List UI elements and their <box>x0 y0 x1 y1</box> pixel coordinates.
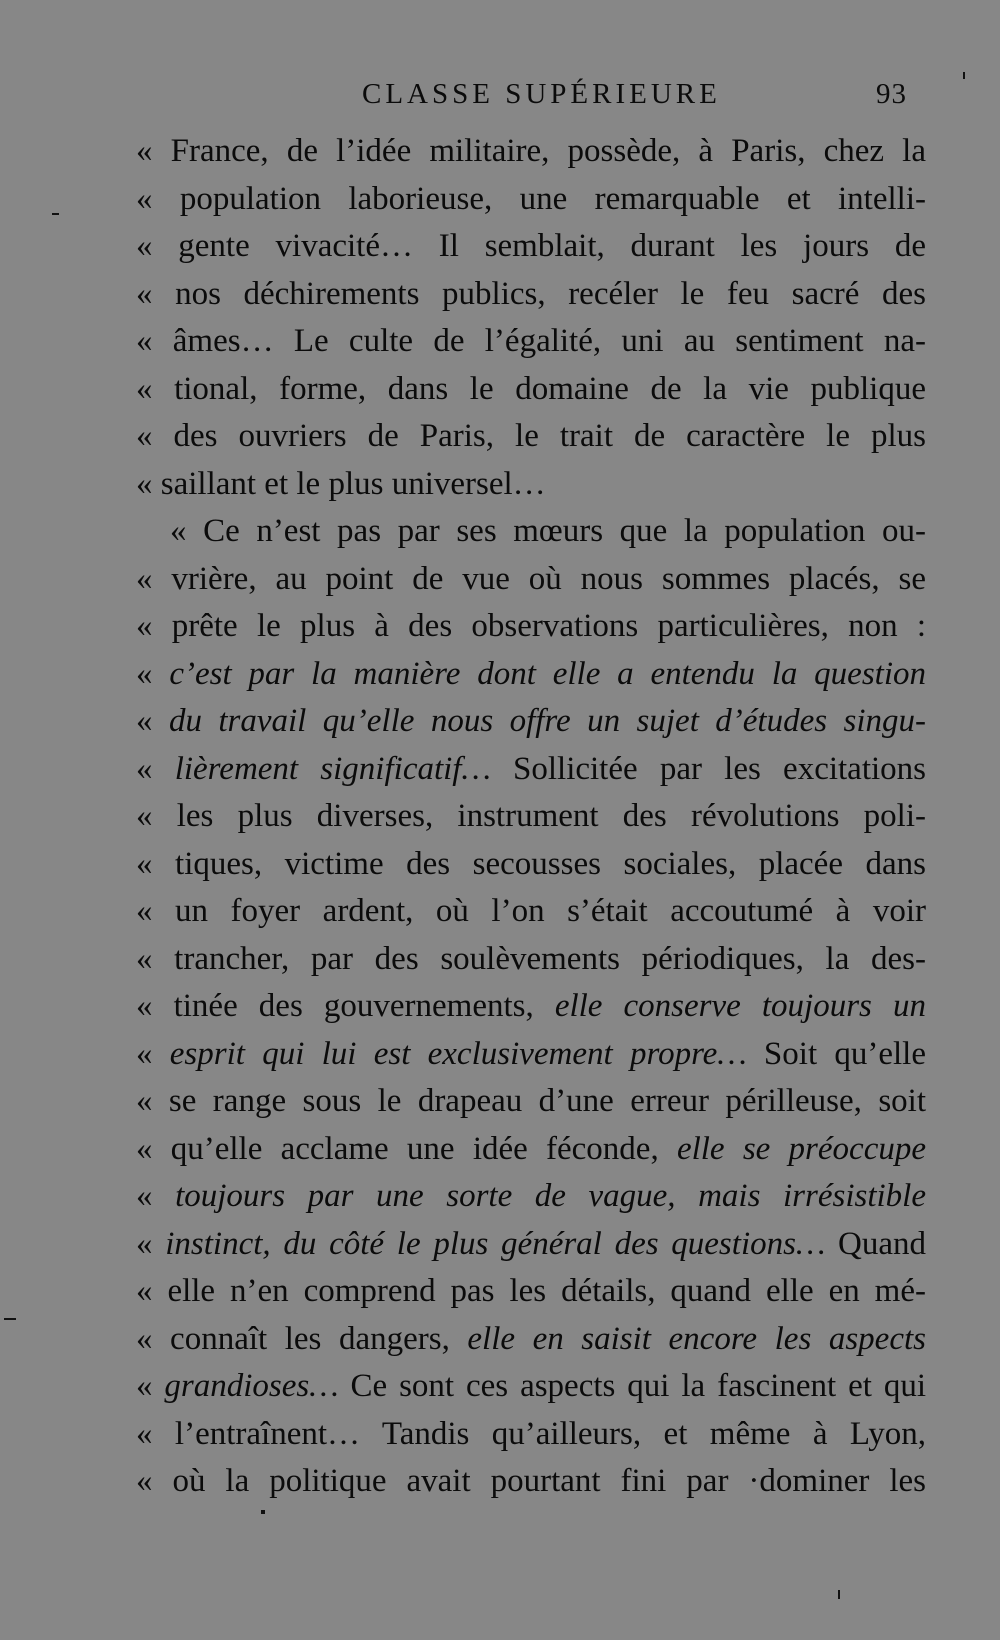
text-run: « prête le plus à des observations particulières, non : <box>136 608 926 644</box>
text-line <box>136 413 926 461</box>
text-line <box>136 936 926 984</box>
running-head: CLASSE SUPÉRIEURE <box>362 78 721 110</box>
text-line <box>136 888 926 936</box>
scan-speck <box>52 213 59 215</box>
text-run: « où la politique avait pourtant fini par ·dominer les <box>136 1463 926 1499</box>
text-run: « <box>136 1368 165 1404</box>
text-run: « connaît les dangers, <box>136 1320 468 1357</box>
text-line <box>136 461 926 509</box>
text-run: Quand <box>825 1225 926 1262</box>
italic-run: du travail qu’elle nous offre un sujet d’études singu- <box>168 703 927 739</box>
italic-run: c’est par la manière dont elle a entendu la question <box>169 655 926 692</box>
text-line <box>136 698 926 746</box>
text-line <box>136 1126 926 1174</box>
text-line <box>136 128 926 176</box>
text-line <box>136 1031 926 1079</box>
text-run: « se range sous le drapeau d’une erreur périlleuse, soit <box>136 1083 926 1119</box>
text-line <box>136 746 926 794</box>
text-run: « vrière, au point de vue où nous sommes placés, se <box>136 560 926 597</box>
italic-run: esprit qui lui est exclusivement propre… <box>169 1035 747 1072</box>
text-run: « gente vivacité… Il semblait, durant les jours de <box>136 228 926 264</box>
scan-speck <box>261 1510 265 1514</box>
text-line <box>136 223 926 271</box>
text-run: « tinée des gouvernements, <box>136 988 555 1024</box>
text-run: « <box>136 1035 170 1072</box>
italic-run: elle conserve toujours un <box>554 988 926 1024</box>
text-run: « France, de l’idée militaire, possède, à Paris, chez la <box>136 133 926 169</box>
text-run: « âmes… Le culte de l’égalité, uni au sentiment na- <box>136 323 926 359</box>
text-run: « trancher, par des soulèvements périodiques, la des- <box>136 940 926 977</box>
text-run: « population laborieuse, une remarquable et intelli- <box>136 180 926 217</box>
text-line <box>136 1268 926 1316</box>
text-run: Soit qu’elle <box>746 1035 926 1072</box>
text-run: « nos déchirements publics, recéler le feu sacré des <box>136 275 926 312</box>
text-line <box>136 793 926 841</box>
text-line <box>136 651 926 699</box>
text-line <box>136 176 926 224</box>
text-line <box>136 1458 926 1506</box>
scan-speck <box>838 1590 840 1599</box>
text-run: Ce sont ces aspects qui la fascinent et qui <box>338 1368 926 1404</box>
scan-speck <box>963 72 965 79</box>
text-line <box>136 983 926 1031</box>
text-run: « tional, forme, dans le domaine de la vie publique <box>136 370 926 407</box>
page-header <box>0 74 1000 114</box>
text-run: « tiques, victime des secousses sociales, placée dans <box>136 845 926 882</box>
text-line <box>136 603 926 651</box>
text-run: « saillant et le plus universel… <box>136 465 546 502</box>
text-line <box>136 556 926 604</box>
text-run: Sollicitée par les excitations <box>490 750 927 787</box>
text-line <box>136 366 926 414</box>
italic-run: elle se préoccupe <box>676 1130 926 1167</box>
text-line <box>136 1363 926 1411</box>
scan-speck <box>4 1318 16 1320</box>
text-run: « les plus diverses, instrument des révolutions poli- <box>136 798 926 834</box>
text-run: « des ouvriers de Paris, le trait de caractère le plus <box>136 418 926 454</box>
italic-run: elle en saisit encore les aspects <box>467 1320 926 1357</box>
text-run: « un foyer ardent, où l’on s’était accoutumé à voir <box>136 893 926 929</box>
text-run: « <box>136 703 169 739</box>
italic-run: instinct, du côté le plus général des questions… <box>165 1225 826 1262</box>
text-run: « l’entraînent… Tandis qu’ailleurs, et même à Lyon, <box>136 1415 926 1452</box>
text-run: « qu’elle acclame une idée féconde, <box>136 1130 677 1167</box>
italic-run: toujours par une sorte de vague, mais irrésistible <box>175 1178 926 1214</box>
body-text <box>136 128 926 1506</box>
text-run: « <box>136 655 170 692</box>
text-line <box>136 1173 926 1221</box>
text-run: « Ce n’est pas par ses mœurs que la population ou- <box>170 513 926 549</box>
text-run: « <box>136 1178 176 1214</box>
italic-run: grandioses… <box>164 1368 339 1404</box>
text-line <box>136 1221 926 1269</box>
text-line <box>136 1316 926 1364</box>
text-line <box>136 841 926 889</box>
text-line <box>136 1411 926 1459</box>
text-line <box>136 508 926 556</box>
text-line <box>136 271 926 319</box>
page-number: 93 <box>876 78 907 110</box>
text-run: « elle n’en comprend pas les détails, quand elle en mé- <box>136 1273 926 1309</box>
text-line <box>136 1078 926 1126</box>
italic-run: lièrement significatif… <box>174 750 491 787</box>
text-run: « <box>136 750 175 787</box>
text-run: « <box>136 1225 166 1262</box>
text-line <box>136 318 926 366</box>
